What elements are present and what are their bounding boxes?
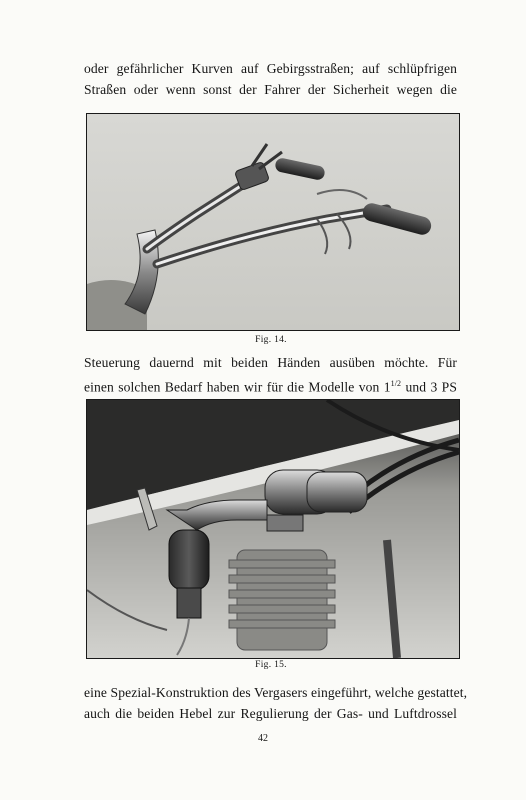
page-number: 42 [258, 733, 268, 744]
fraction-superscript: 1/2 [390, 379, 402, 388]
text-line: auch die beiden Hebel zur Regulierung der Gas- und Luftdrossel [84, 706, 457, 721]
figure-15-caption: Fig. 15. [255, 660, 287, 670]
text-line: eine Spezial-Konstruktion des Vergasers eingeführt, welche gestattet, [84, 685, 468, 700]
figure-14-caption: Fig. 14. [255, 335, 287, 345]
text-fragment: einen solchen Bedarf haben wir für die Modelle von 1 [84, 379, 391, 395]
text-line: Straßen oder wenn sonst der Fahrer der Sicherheit wegen die [84, 82, 457, 97]
figure-15-photo [86, 399, 460, 659]
paragraph-bottom [84, 682, 468, 724]
text-line-with-fraction [84, 373, 457, 398]
text-line: Steuerung dauernd mit beiden Händen ausüben möchte. Für [84, 355, 457, 370]
text-line: oder gefährlicher Kurven auf Gebirgsstraßen; auf schlüpfrigen [84, 61, 457, 76]
text-fragment: und 3 PS [405, 379, 458, 395]
paragraph-top [84, 58, 457, 100]
figure-14-photo [86, 113, 460, 331]
paragraph-middle [84, 352, 457, 398]
